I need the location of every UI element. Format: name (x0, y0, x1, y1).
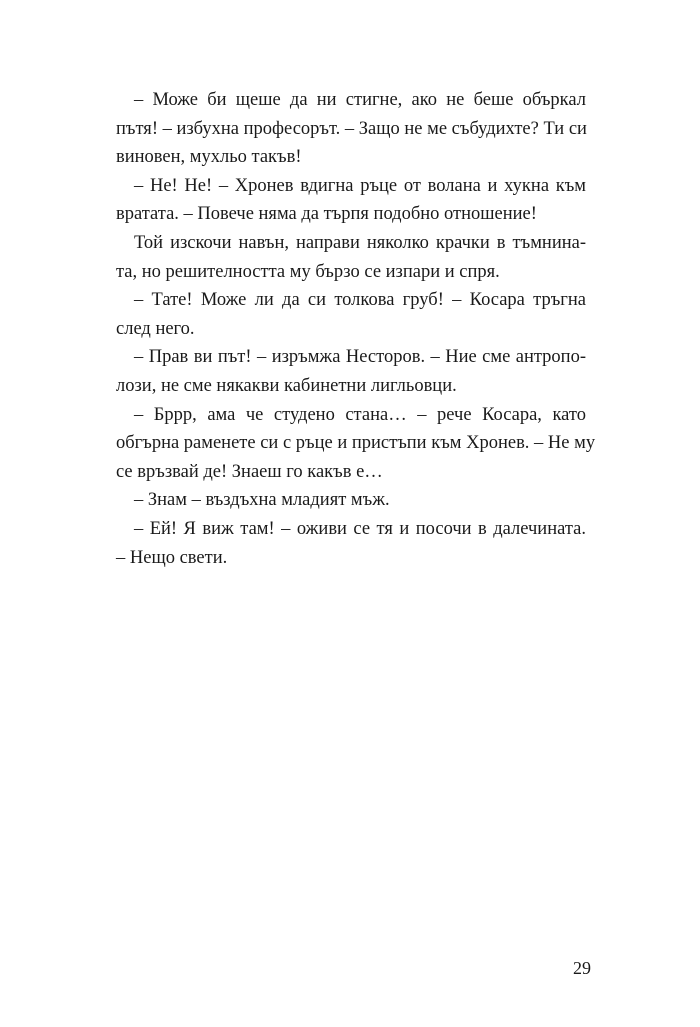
text-line: след него. (116, 318, 195, 339)
text-line: – Може би щеше да ни стигне, ако не беше объркал (134, 90, 586, 110)
text-line: та, но решителността му бързо се изпари и спря. (116, 261, 500, 282)
text-line: Той изскочи навън, направи няколко крачки в тъмнина- (134, 232, 586, 253)
text-line: – Нещо свети. (116, 547, 228, 568)
text-line: лози, не сме някакви кабинетни лигльовци. (116, 375, 457, 396)
text-line: – Знам – въздъхна младият мъж. (134, 490, 390, 511)
text-line: – Ей! Я виж там! – оживи се тя и посочи в далечината. (134, 518, 586, 539)
text-line: – Тате! Може ли да си толкова груб! – Косара тръгна (134, 290, 586, 311)
text-line: виновен, мухльо такъв! (116, 147, 302, 168)
text-line: пътя! – избухна професорът. – Защо не ме събудихте? Ти си (116, 118, 587, 139)
text-line: вратата. – Повече няма да търпя подобно отношение! (116, 204, 537, 225)
text-line: – Бррр, ама че студено стана… – рече Косара, като (134, 404, 586, 425)
page-number: 29 (573, 958, 591, 978)
text-line: обгърна раменете си с ръце и пристъпи към Хронев. – Не му (116, 433, 596, 454)
page-body-text (116, 86, 596, 572)
text-line: – Не! Не! – Хронев вдигна ръце от волана и хукна към (134, 175, 586, 196)
text-line: – Прав ви път! – изръмжа Несторов. – Ние сме антропо- (134, 347, 586, 368)
text-line: се връзвай де! Знаеш го какъв е… (116, 461, 383, 482)
